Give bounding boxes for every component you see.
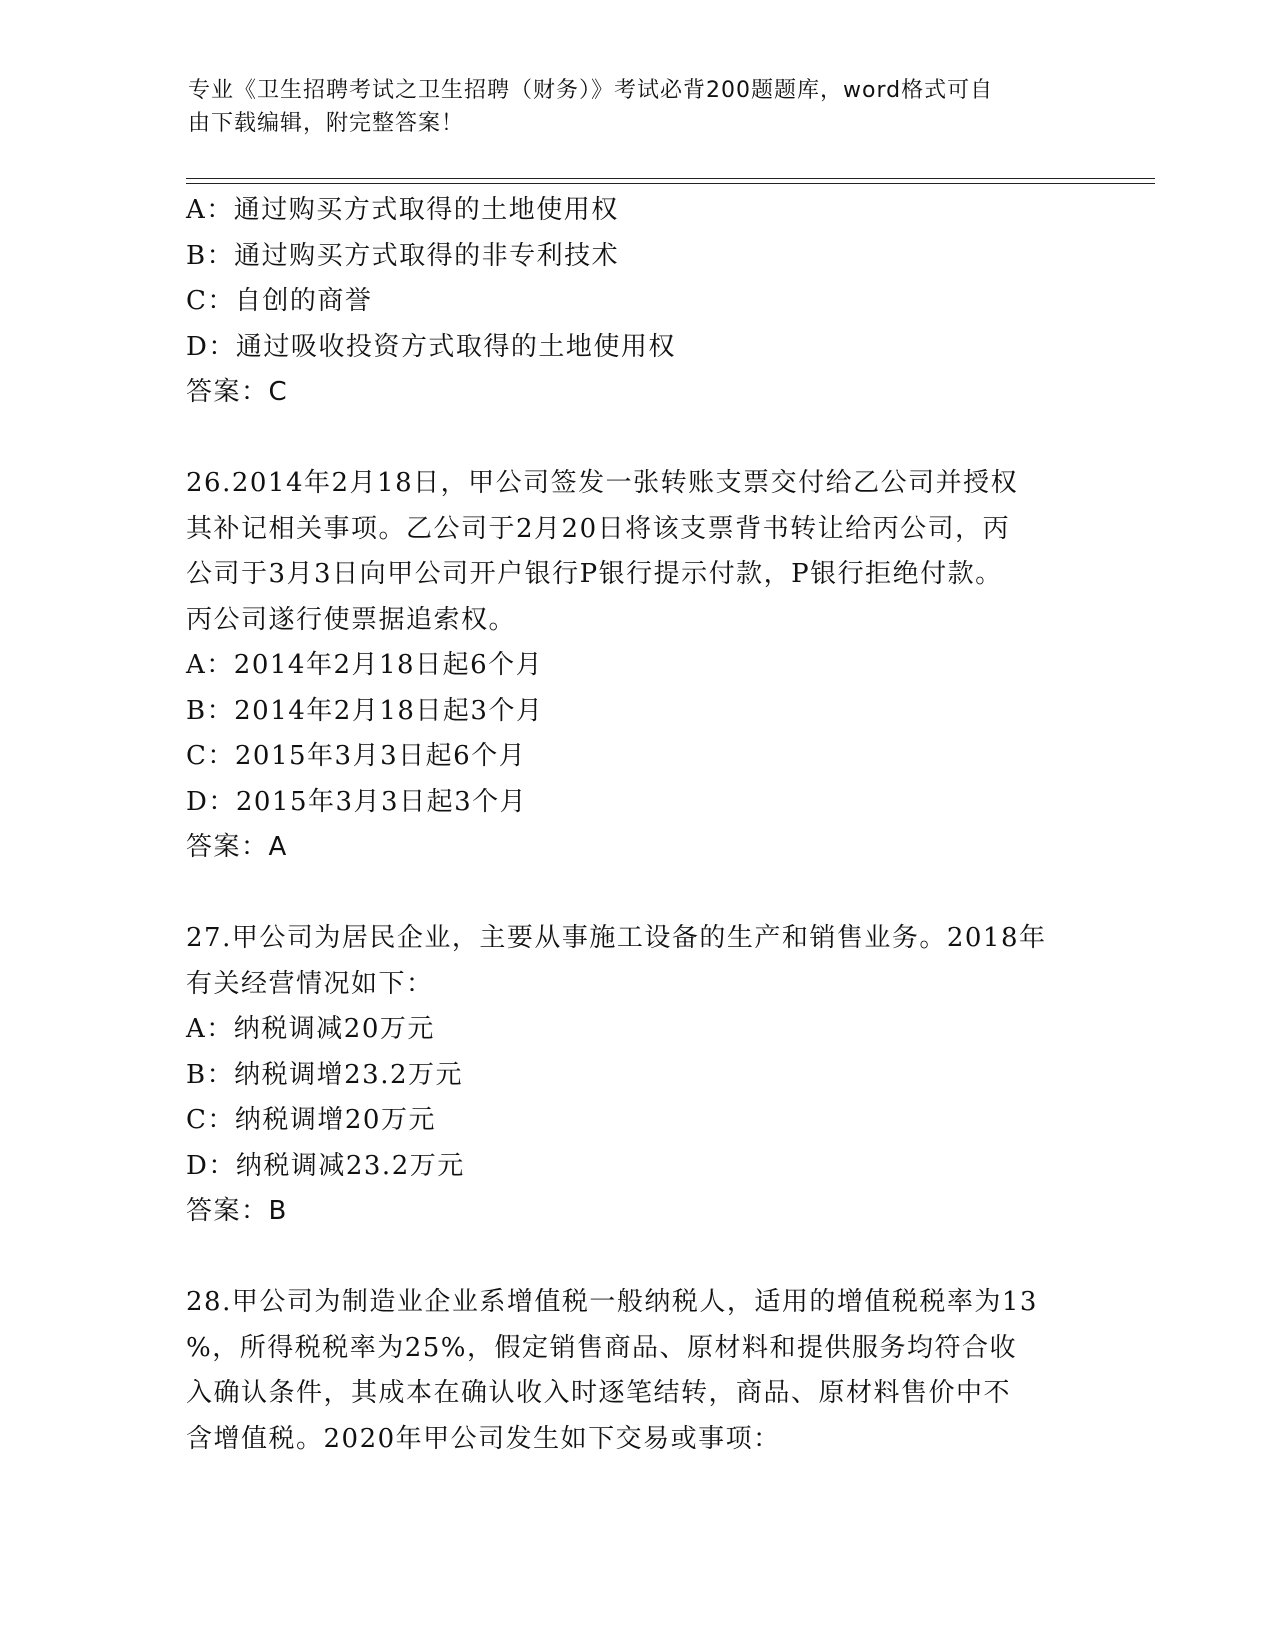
header-divider — [186, 183, 1155, 184]
option-d: D：纳税调减23.2万元 — [186, 1150, 465, 1181]
question-stem-line: 有关经营情况如下： — [186, 968, 434, 999]
question-block-27 — [186, 916, 1086, 1235]
question-stem-line: 公司于3月3日向甲公司开户银行P银行提示付款，P银行拒绝付款。 — [186, 559, 1003, 589]
option-c: C：纳税调增20万元 — [186, 1105, 436, 1135]
option-d: D：通过吸收投资方式取得的土地使用权 — [186, 331, 676, 362]
answer-line: 答案：A — [186, 832, 288, 862]
option-d: D：2015年3月3日起3个月 — [186, 786, 528, 817]
option-b: B：2014年2月18日起3个月 — [186, 695, 544, 726]
question-list — [186, 188, 1086, 1462]
answer-line: 答案：C — [186, 377, 289, 407]
header-divider — [186, 178, 1155, 179]
question-stem-line: 其补记相关事项。乙公司于2月20日将该支票背书转让给丙公司，丙 — [186, 513, 1011, 544]
spacer — [186, 416, 1086, 462]
question-stem-line: 28.甲公司为制造业企业系增值税一般纳税人，适用的增值税税率为13 — [186, 1287, 1038, 1317]
option-c: C：2015年3月3日起6个月 — [186, 741, 527, 771]
option-c: C：自创的商誉 — [186, 286, 373, 316]
header-line: 由下载编辑，附完整答案！ — [188, 111, 465, 136]
question-stem-line: %，所得税税率为25%，假定销售商品、原材料和提供服务均符合收 — [186, 1332, 1017, 1363]
question-stem-line: 26.2014年2月18日，甲公司签发一张转账支票交付给乙公司并授权 — [186, 468, 1019, 498]
question-block-28 — [186, 1280, 1086, 1462]
option-a: A：纳税调减20万元 — [186, 1014, 435, 1044]
option-b: B：通过购买方式取得的非专利技术 — [186, 240, 620, 271]
document-header — [188, 74, 1068, 140]
question-block-25 — [186, 188, 1086, 416]
option-a: A：通过购买方式取得的土地使用权 — [186, 195, 619, 225]
spacer — [186, 1235, 1086, 1281]
question-stem-line: 含增值税。2020年甲公司发生如下交易或事项： — [186, 1423, 781, 1454]
question-stem-line: 入确认条件，其成本在确认收入时逐笔结转，商品、原材料售价中不 — [186, 1378, 1012, 1408]
answer-line: 答案：B — [186, 1196, 288, 1226]
question-stem-line: 丙公司遂行使票据追索权。 — [186, 604, 517, 635]
question-stem-line: 27.甲公司为居民企业，主要从事施工设备的生产和销售业务。2018年 — [186, 923, 1047, 953]
spacer — [186, 871, 1086, 917]
question-block-26 — [186, 461, 1086, 871]
option-b: B：纳税调增23.2万元 — [186, 1059, 463, 1090]
header-line: 专业《卫生招聘考试之卫生招聘（财务）》考试必背200题题库，word格式可自 — [188, 78, 994, 103]
option-a: A：2014年2月18日起6个月 — [186, 650, 544, 680]
